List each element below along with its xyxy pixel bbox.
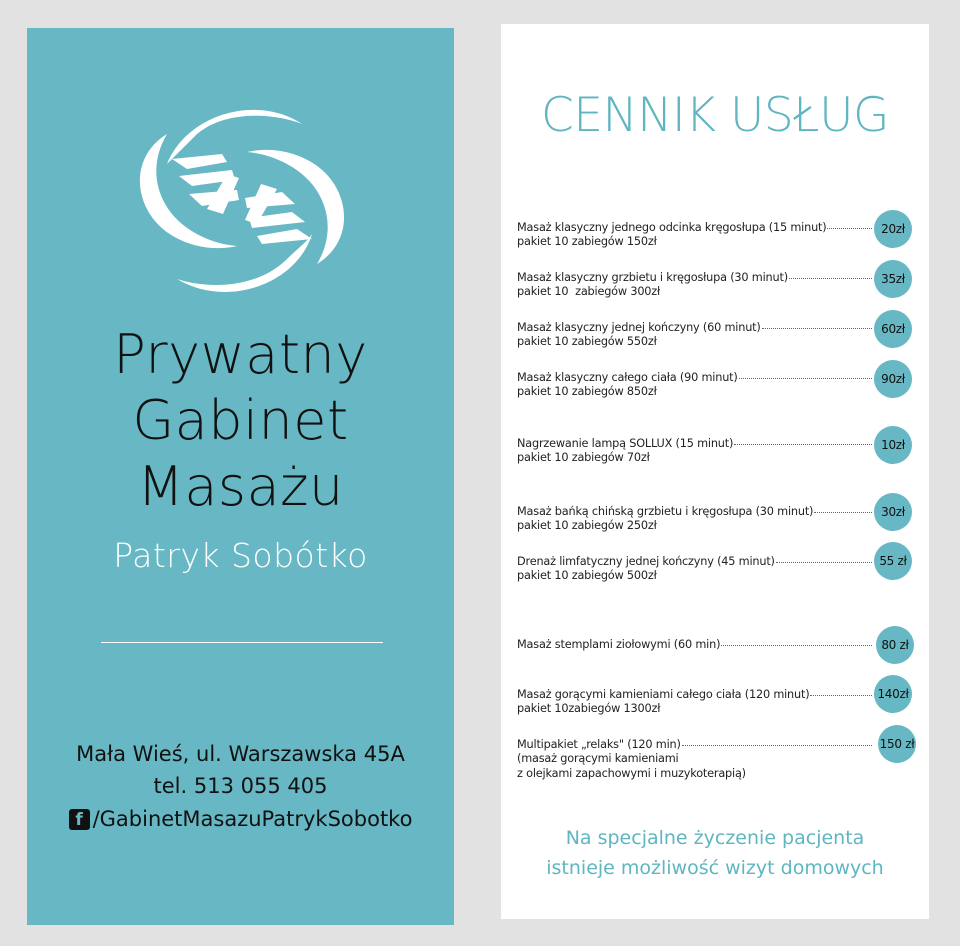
home-visit-note-line-1: Na specjalne życzenie pacjenta — [565, 827, 865, 849]
price-item-line — [517, 738, 872, 751]
therapist-name: Patryk Sobótko — [113, 536, 368, 575]
dotted-leader — [814, 512, 872, 513]
dotted-leader — [810, 695, 872, 696]
facebook-icon: f — [69, 809, 90, 830]
price-item — [517, 371, 927, 399]
price-badge: 35zł — [874, 260, 912, 298]
price-item-line — [517, 638, 872, 651]
price-item — [517, 555, 927, 583]
price-item-package: pakiet 10 zabiegów 550zł — [517, 335, 657, 348]
price-badge: 90zł — [874, 360, 912, 398]
address-text: Mała Wieś, ul. Warszawska 45A — [76, 742, 405, 766]
price-item-name: Masaż klasyczny grzbietu i kręgosłupa (30 minut) — [517, 271, 788, 284]
price-item-line — [517, 371, 872, 384]
price-item-name: Masaż bańką chińską grzbietu i kręgosłupa (30 minut) — [517, 505, 814, 518]
price-badge: 60zł — [874, 310, 912, 348]
price-item-line — [517, 437, 872, 450]
price-item-name: Masaż klasyczny jednej kończyny (60 minut) — [517, 321, 761, 334]
flyer-left-panel — [27, 28, 454, 925]
phone-text: tel. 513 055 405 — [153, 774, 328, 798]
price-badge: 30zł — [874, 493, 912, 531]
price-list-title: CENNIK USŁUG — [541, 88, 889, 143]
title-line-3: Masażu — [137, 455, 344, 518]
title-line-2: Gabinet — [132, 389, 349, 452]
facebook-handle: /GabinetMasazuPatrykSobotko — [92, 806, 413, 831]
price-badge: 55 zł — [874, 542, 912, 580]
price-item — [517, 221, 927, 249]
price-item-package: pakiet 10 zabiegów 150zł — [517, 235, 657, 248]
price-item-line — [517, 221, 872, 234]
price-item — [517, 437, 927, 465]
price-badge: 150 zł — [878, 725, 916, 763]
price-item-line — [517, 321, 872, 334]
price-item — [517, 738, 927, 782]
price-item-name: Masaż klasyczny jednego odcinka kręgosłupa (15 minut) — [517, 221, 827, 234]
price-item — [517, 321, 927, 349]
price-item-name: Drenaż limfatyczny jednej kończyny (45 minut) — [517, 555, 775, 568]
price-item-line — [517, 555, 872, 568]
price-item-line — [517, 271, 872, 284]
price-badge: 20zł — [874, 210, 912, 248]
price-item-line — [517, 505, 872, 518]
hands-logo-icon — [127, 94, 357, 304]
home-visit-note-line-2: istnieje możliwość wizyt domowych — [546, 857, 884, 879]
dotted-leader — [762, 328, 872, 329]
price-item-name: Masaż klasyczny całego ciała (90 minut) — [517, 371, 738, 384]
dotted-leader — [827, 228, 872, 229]
price-item-package: pakiet 10 zabiegów 70zł — [517, 451, 650, 464]
dotted-leader — [776, 562, 872, 563]
price-item-package: pakiet 10 zabiegów 500zł — [517, 569, 657, 582]
price-item-package: pakiet 10zabiegów 1300zł — [517, 702, 661, 715]
dotted-leader — [721, 645, 872, 646]
price-item-line — [517, 688, 872, 701]
dotted-leader — [682, 745, 872, 746]
price-item-name: Masaż gorącymi kamieniami całego ciała (120 minut) — [517, 688, 810, 701]
facebook-link-wrap — [69, 806, 413, 831]
price-item-description: (masaż gorącymi kamieniami — [517, 752, 679, 765]
price-item — [517, 505, 927, 533]
dotted-leader — [734, 444, 872, 445]
price-list-panel — [501, 24, 929, 919]
price-item-package: pakiet 10 zabiegów 850zł — [517, 385, 657, 398]
facebook-contact — [27, 808, 454, 830]
price-item-name: Nagrzewanie lampą SOLLUX (15 minut) — [517, 437, 734, 450]
price-item-package: pakiet 10 zabiegów 250zł — [517, 519, 657, 532]
title-line-1: Prywatny — [113, 323, 368, 386]
price-item — [517, 638, 927, 651]
price-item — [517, 688, 927, 716]
price-item-name: Masaż stemplami ziołowymi (60 min) — [517, 638, 721, 651]
dotted-leader — [739, 378, 872, 379]
dotted-leader — [789, 278, 872, 279]
price-item-package: pakiet 10 zabiegów 300zł — [517, 285, 661, 298]
price-item-description: z olejkami zapachowymi i muzykoterapią) — [517, 767, 746, 781]
price-badge: 10zł — [874, 426, 912, 464]
price-badge: 80 zł — [876, 626, 914, 664]
price-badge: 140zł — [874, 675, 912, 713]
divider-line — [101, 642, 383, 643]
price-item-name: Multipakiet „relaks" (120 min) — [517, 738, 681, 751]
price-item — [517, 271, 927, 299]
